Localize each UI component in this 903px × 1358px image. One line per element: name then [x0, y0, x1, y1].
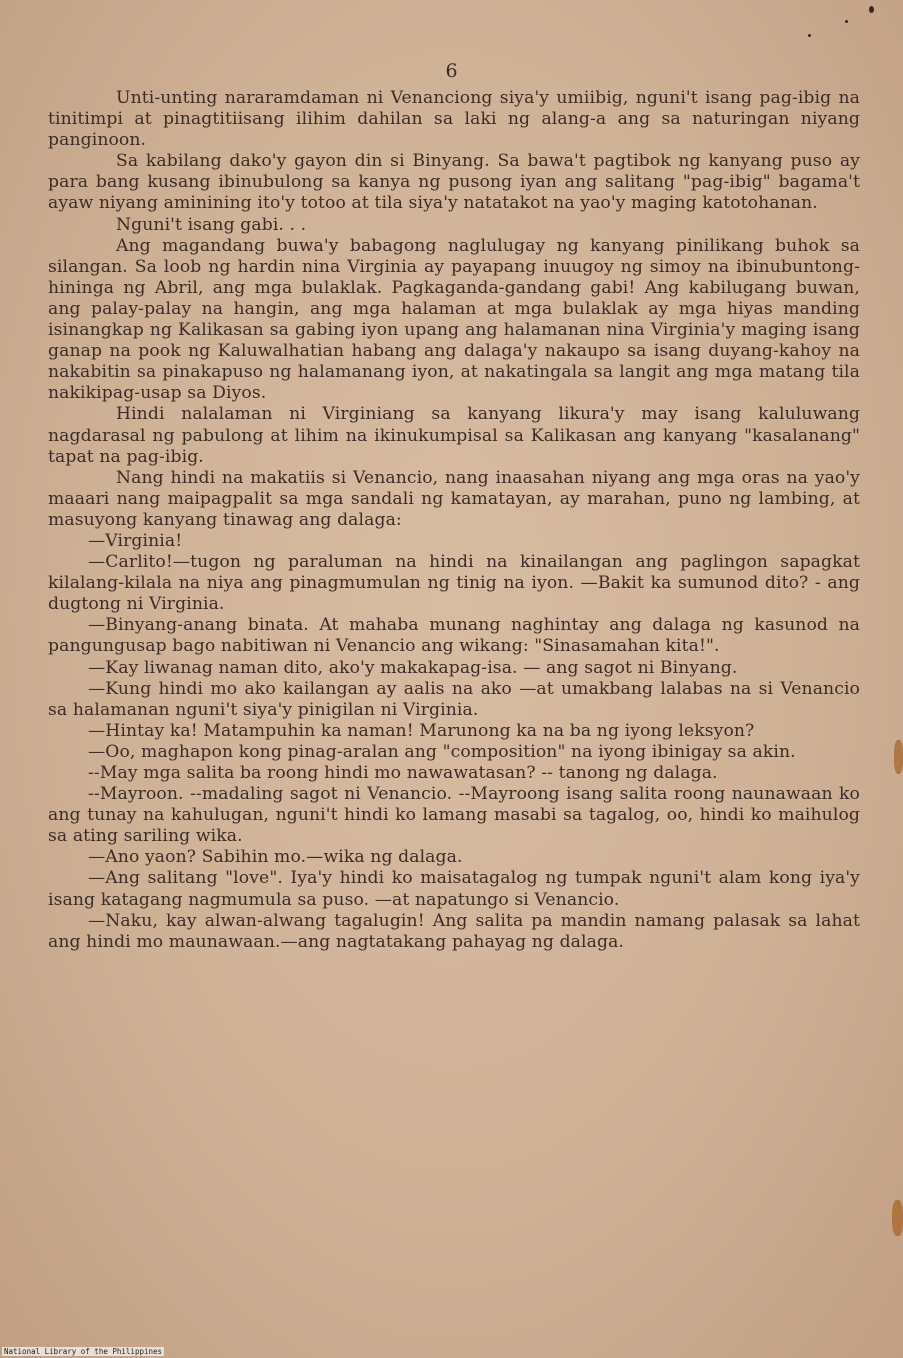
dialog-line: —Virginia!: [88, 530, 183, 551]
dialog-line: —Carlito!—tugon ng paraluman na hindi na kinailangan ang paglingon sapagkat kilalang-kilala na niya ang pinagmumulan ng tinig na iyon. —Bakit ka sumunod dito? - ang dugtong ni Virginia.: [48, 552, 860, 615]
paragraph: Nguni't isang gabi. . .: [116, 214, 307, 235]
ink-speck: [869, 6, 874, 13]
dialog-line: —Binyang-anang binata. At mahaba munang naghintay ang dalaga ng kasunod na pangungusap bago nabitiwan ni Venancio ang wikang: "Sinasamahan kita!".: [48, 615, 860, 657]
dialog-line: —Naku, kay alwan-alwang tagalugin! Ang salita pa mandin namang palasak sa lahat ang hindi mo maunawaan.—ang nagtatakang pahayag ng dalaga.: [48, 910, 860, 952]
dialog-line: --May mga salita ba roong hindi mo nawawatasan? -- tanong ng dalaga.: [88, 763, 718, 783]
dialog-line: —Hintay ka! Matampuhin ka naman! Marunong ka na ba ng iyong leksyon?: [88, 720, 755, 741]
page-number: 6: [445, 60, 458, 82]
dialog-line: —Ang salitang "love". Iya'y hindi ko maisatagalog ng tumpak nguni't alam kong iya'y isang katagang nagmumula sa puso. —at napatungo si Venancio.: [48, 868, 860, 910]
edge-stain: [894, 740, 903, 774]
paragraph: Nang hindi na makatiis si Venancio, nang inaasahan niyang ang mga oras na yao'y maaari nang maipagpalit sa mga sandali ng kamatayan, ay marahan, puno ng lambing, at masuyong kanyang tinawag ang dalaga:: [48, 467, 860, 530]
ink-speck: [845, 20, 848, 23]
library-credit: National Library of the Philippines: [4, 1347, 163, 1356]
paragraph: Ang magandang buwa'y babagong naglulugay ng kanyang pinilikang buhok sa silangan. Sa loob ng hardin nina Virginia ay payapang inuugoy ng simoy na ibinubuntong-hininga ng Abril, ang mga bulaklak. Pagkaganda-gandang gabi! Ang kabilugang buwan, ang palay-palay na hangin, ang mga halaman at mga bulaklak ay mga hiyas manding isinangkap ng Kalikasan sa gabing iyon upang ang halamanan nina Virginia'y maging isang ganap na pook ng Kaluwalhatian habang ang dalaga'y nakaupo sa isang duyang-kahoy na nakabitin sa pinakapuso ng halamanang iyon, at nakatingala sa langit ang mga matang tila nakikipag-usap sa Diyos.: [48, 235, 860, 404]
dialog-line: —Kung hindi mo ako kailangan ay aalis na ako —at umakbang lalabas na si Venancio sa halamanan nguni't siya'y pinigilan ni Virginia.: [48, 678, 860, 720]
dialog-line: —Kay liwanag naman dito, ako'y makakapag-isa. — ang sagot ni Binyang.: [88, 657, 738, 678]
edge-stain: [892, 1200, 903, 1236]
paragraph: Unti-unting nararamdaman ni Venanciong siya'y umiibig, nguni't isang pag-ibig na tinitimpi at pinagtitiisang ilihim dahilan sa laki ng alang-a ang sa naturingan niyang panginoon.: [48, 88, 860, 151]
dialog-line: --Mayroon. --madaling sagot ni Venancio. --Mayroong isang salita roong naunawaan ko ang tunay na kahulugan, nguni't hindi ko lamang masabi sa tagalog, oo, hindi ko maihulog sa ating sariling wika.: [48, 784, 860, 847]
ink-speck: [808, 34, 811, 37]
article-body: [48, 88, 860, 953]
paragraph: Hindi nalalaman ni Virginiang sa kanyang likura'y may isang kaluluwang nagdarasal ng pabulong at lihim na ikinukumpisal sa Kalikasan ang kanyang "kasalanang" tapat na pag-ibig.: [48, 404, 860, 467]
paragraph: Sa kabilang dako'y gayon din si Binyang. Sa bawa't pagtibok ng kanyang puso ay para bang kusang ibinubulong sa kanya ng pusong iyan ang salitang "pag-ibig" bagama't ayaw niyang aminining ito'y totoo at tila siya'y natatakot na yao'y maging katotohanan.: [48, 151, 860, 214]
dialog-line: —Ano yaon? Sabihin mo.—wika ng dalaga.: [88, 847, 463, 868]
dialog-line: —Oo, maghapon kong pinag-aralan ang "composition" na iyong ibinigay sa akin.: [88, 741, 796, 762]
